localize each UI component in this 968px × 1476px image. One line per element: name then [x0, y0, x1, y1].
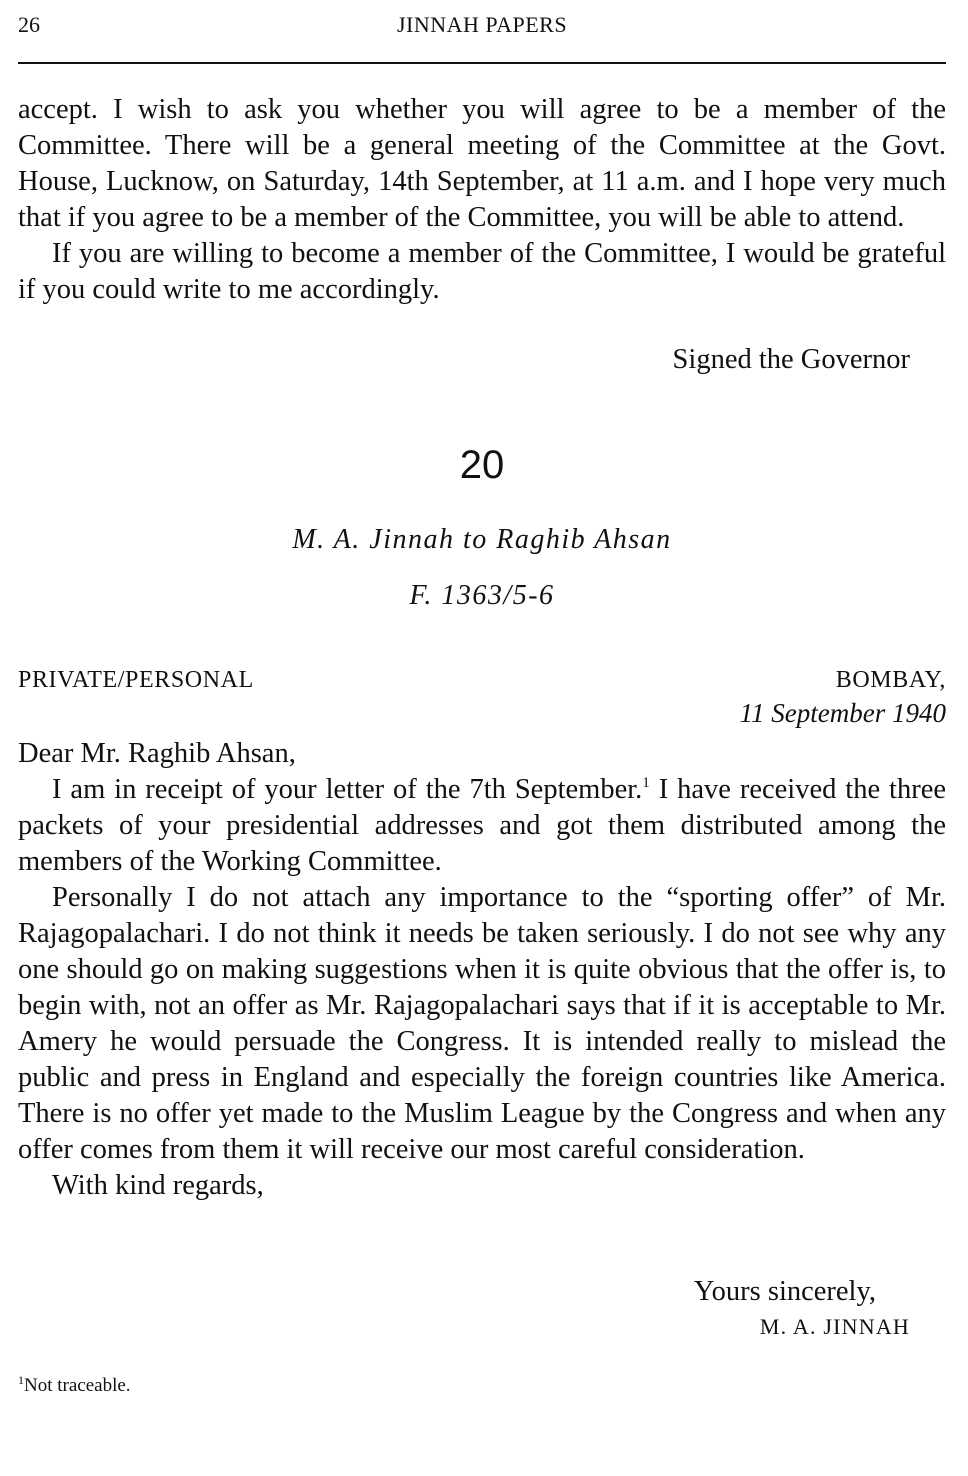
paragraph-text: I am in receipt of your letter of the 7th September. — [52, 774, 643, 805]
letter-paragraph: Personally I do not attach any importance to the “sporting offer” of Mr. Rajagopalachari. I do not think it needs be taken seriously. I do not see why any one should go on making suggestions when it is quite obvious that the offer is, to begin with, not an offer as Mr. Rajagopalachari says that if it is acceptable to Mr. Amery he would persuade the Congress. It is intended really to mislead the public and press in England and especially the foreign countries like America. There is no offer yet made to the Muslim League by the Congress and when any offer comes from them it will receive our most careful consideration. — [18, 882, 946, 1165]
complimentary-close: Yours sincerely, — [693, 1276, 876, 1307]
dateline — [740, 664, 946, 730]
paragraph-text: I have received the three packets of your presidential addresses and got them distributed among the members of the Working Committee. — [18, 774, 947, 877]
page-number: 26 — [18, 12, 40, 37]
regards-line: With kind regards, — [52, 1170, 264, 1201]
running-head — [18, 12, 946, 42]
document-number: 20 — [459, 443, 505, 487]
footnote-text: Not traceable. — [24, 1375, 131, 1396]
previous-letter-paragraph: accept. I wish to ask you whether you will agree to be a member of the Committee. There will be a general meeting of the Committee at the Govt. House, Lucknow, on Saturday, 14th September, at 11 a.m. and I hope very much that if you agree to be a member of the Committee, you will be able to attend. — [18, 94, 946, 233]
privacy-marking: PRIVATE/PERSONAL — [18, 667, 254, 693]
previous-letter-body — [18, 92, 946, 308]
previous-letter-paragraph: If you are willing to become a member of the Committee, I would be grateful if you could write to me accordingly. — [18, 238, 946, 305]
previous-letter-signature: Signed the Governor — [672, 344, 910, 375]
letter-body — [18, 736, 946, 1204]
footnote-marker: 1 — [18, 1373, 24, 1387]
place: BOMBAY, — [835, 667, 946, 693]
footnote-reference: 1 — [642, 775, 650, 791]
header-rule — [18, 62, 946, 64]
footnote — [18, 1373, 131, 1399]
running-title: JINNAH PAPERS — [396, 12, 568, 37]
salutation: Dear Mr. Raghib Ahsan, — [18, 738, 296, 769]
file-reference: F. 1363/5-6 — [409, 580, 555, 611]
signatory: M. A. JINNAH — [759, 1314, 910, 1339]
letter-date: 11 September 1940 — [739, 698, 946, 728]
letter-paragraph — [18, 772, 946, 880]
document-heading: M. A. Jinnah to Raghib Ahsan — [292, 524, 672, 555]
